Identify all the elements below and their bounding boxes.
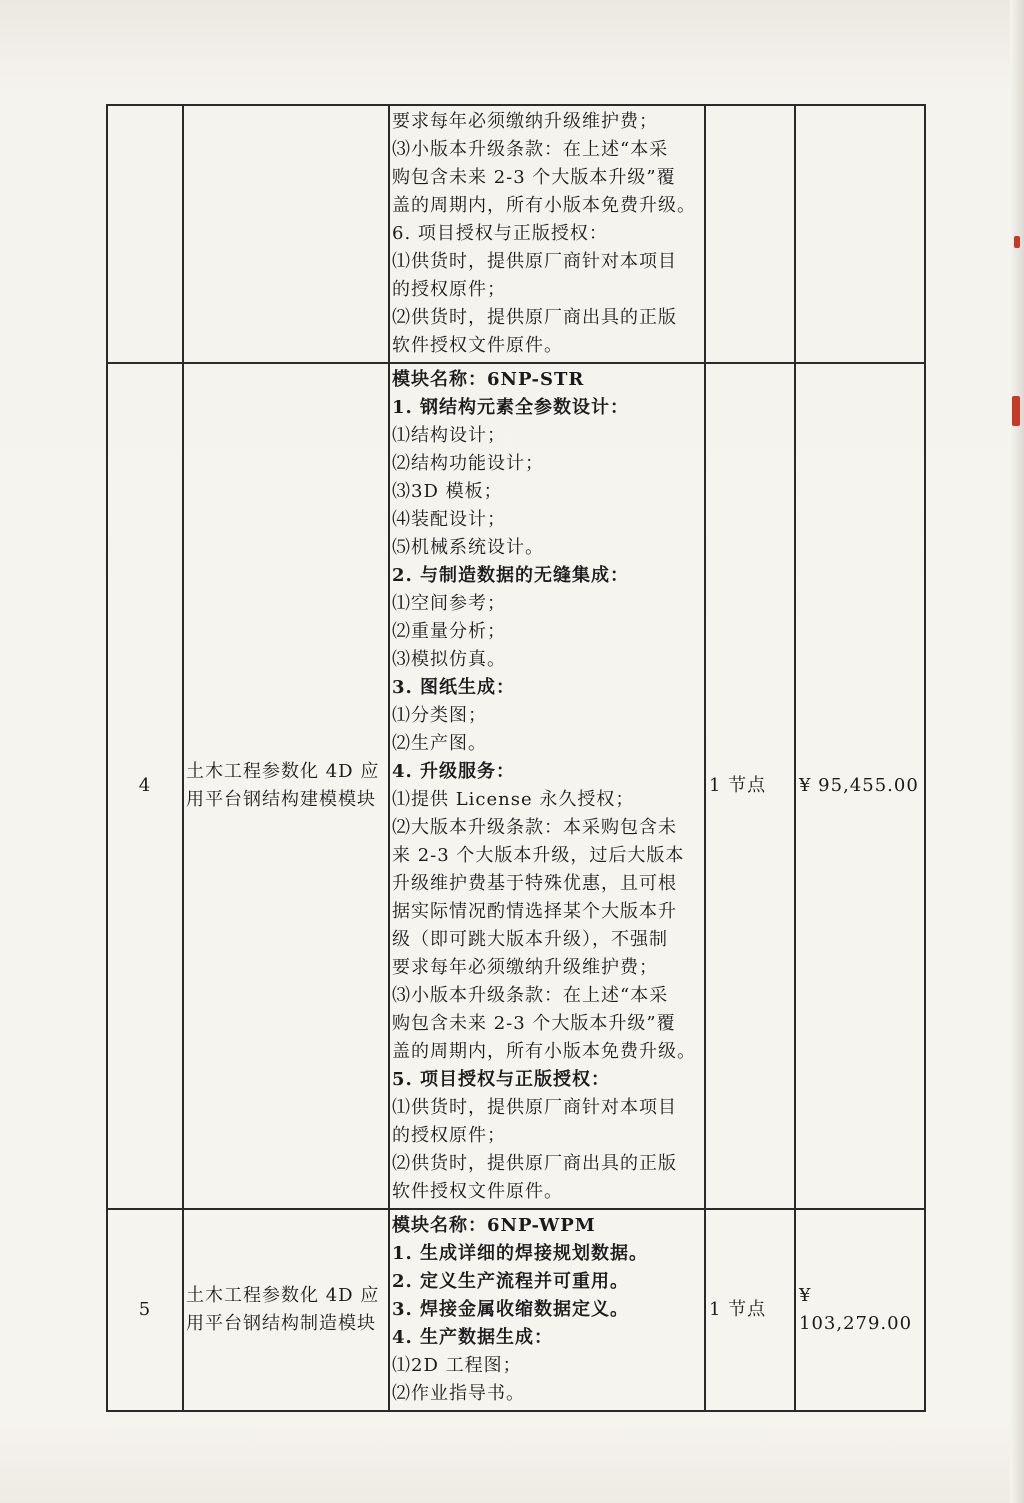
item-price	[795, 105, 925, 363]
specification-line: ⑴空间参考；	[392, 593, 506, 614]
specification-line: ⑵生产图。	[392, 733, 487, 754]
specification-line: 购包含未来 2-3 个大版本升级”覆	[392, 1013, 676, 1034]
item-price: ¥ 95,455.00	[795, 363, 925, 1209]
specification-line: 要求每年必须缴纳升级维护费；	[392, 111, 658, 132]
item-number	[107, 105, 183, 363]
table-row	[107, 1209, 925, 1411]
item-quantity	[705, 105, 795, 363]
specification-line: 软件授权文件原件。	[392, 1181, 563, 1202]
specification-line: ⑶小版本升级条款：在上述“本采	[392, 985, 669, 1006]
specification-line: 软件授权文件原件。	[392, 335, 563, 356]
specification-line: 4. 生产数据生成：	[392, 1327, 554, 1348]
specification-line: ⑴供货时，提供原厂商针对本项目	[392, 251, 677, 272]
specification-line: ⑶模拟仿真。	[392, 649, 506, 670]
specification-line: ⑵大版本升级条款：本采购包含未	[392, 817, 677, 838]
specification-line: ⑵重量分析；	[392, 621, 506, 642]
item-quantity: 1 节点	[705, 1209, 795, 1411]
item-number: 5	[107, 1209, 183, 1411]
specification-line: 5. 项目授权与正版授权：	[392, 1069, 611, 1090]
item-name-line: 土木工程参数化 4D 应	[186, 761, 380, 782]
specification-line: 要求每年必须缴纳升级维护费；	[392, 957, 658, 978]
table-row	[107, 363, 925, 1209]
item-specification	[389, 363, 705, 1209]
specification-line: 购包含未来 2-3 个大版本升级”覆	[392, 167, 676, 188]
red-stamp-fragment	[1014, 236, 1020, 248]
specification-line: ⑵供货时，提供原厂商出具的正版	[392, 1153, 677, 1174]
procurement-table	[106, 104, 926, 1412]
specification-line: 来 2-3 个大版本升级，过后大版本	[392, 845, 685, 866]
specification-line: ⑴供货时，提供原厂商针对本项目	[392, 1097, 677, 1118]
specification-line: 2. 与制造数据的无缝集成：	[392, 565, 630, 586]
specification-line: ⑵作业指导书。	[392, 1383, 525, 1404]
specification-line: 模块名称：6NP-STR	[392, 369, 585, 390]
specification-line: ⑴提供 License 永久授权；	[392, 789, 635, 810]
specification-line: 3. 焊接金属收缩数据定义。	[392, 1299, 630, 1320]
item-specification	[389, 1209, 705, 1411]
specification-line: 4. 升级服务：	[392, 761, 516, 782]
specification-line: 盖的周期内，所有小版本免费升级。	[392, 1041, 696, 1062]
specification-line: ⑶小版本升级条款：在上述“本采	[392, 139, 669, 160]
specification-line: ⑶3D 模板；	[392, 481, 503, 502]
item-name	[183, 105, 389, 363]
item-number: 4	[107, 363, 183, 1209]
specification-line: 1. 生成详细的焊接规划数据。	[392, 1243, 649, 1264]
specification-line: 1. 钢结构元素全参数设计：	[392, 397, 630, 418]
item-specification	[389, 105, 705, 363]
specification-line: ⑷装配设计；	[392, 509, 506, 530]
page-edge-shadow	[1010, 0, 1024, 1503]
item-quantity: 1 节点	[705, 363, 795, 1209]
specification-line: ⑴2D 工程图；	[392, 1355, 522, 1376]
specification-line: ⑸机械系统设计。	[392, 537, 544, 558]
specification-line: 盖的周期内，所有小版本免费升级。	[392, 195, 696, 216]
specification-line: ⑵结构功能设计；	[392, 453, 544, 474]
item-name	[183, 1209, 389, 1411]
specification-line: 3. 图纸生成：	[392, 677, 516, 698]
item-price: ¥ 103,279.00	[795, 1209, 925, 1411]
specification-line: 级（即可跳大版本升级），不强制	[392, 929, 668, 950]
item-name	[183, 363, 389, 1209]
specification-line: 的授权原件；	[392, 279, 506, 300]
specification-line: ⑴结构设计；	[392, 425, 506, 446]
specification-line: ⑴分类图；	[392, 705, 487, 726]
specification-line: 的授权原件；	[392, 1125, 506, 1146]
table-row	[107, 105, 925, 363]
specification-line: 模块名称：6NP-WPM	[392, 1215, 596, 1236]
specification-line: ⑵供货时，提供原厂商出具的正版	[392, 307, 677, 328]
specification-line: 升级维护费基于特殊优惠，且可根	[392, 873, 677, 894]
red-stamp-fragment	[1012, 396, 1020, 426]
item-name-line: 用平台钢结构制造模块	[186, 1313, 376, 1334]
specification-line: 2. 定义生产流程并可重用。	[392, 1271, 630, 1292]
specification-line: 据实际情况酌情选择某个大版本升	[392, 901, 677, 922]
item-name-line: 用平台钢结构建模模块	[186, 789, 376, 810]
specification-line: 6. 项目授权与正版授权：	[392, 223, 608, 244]
item-name-line: 土木工程参数化 4D 应	[186, 1285, 380, 1306]
